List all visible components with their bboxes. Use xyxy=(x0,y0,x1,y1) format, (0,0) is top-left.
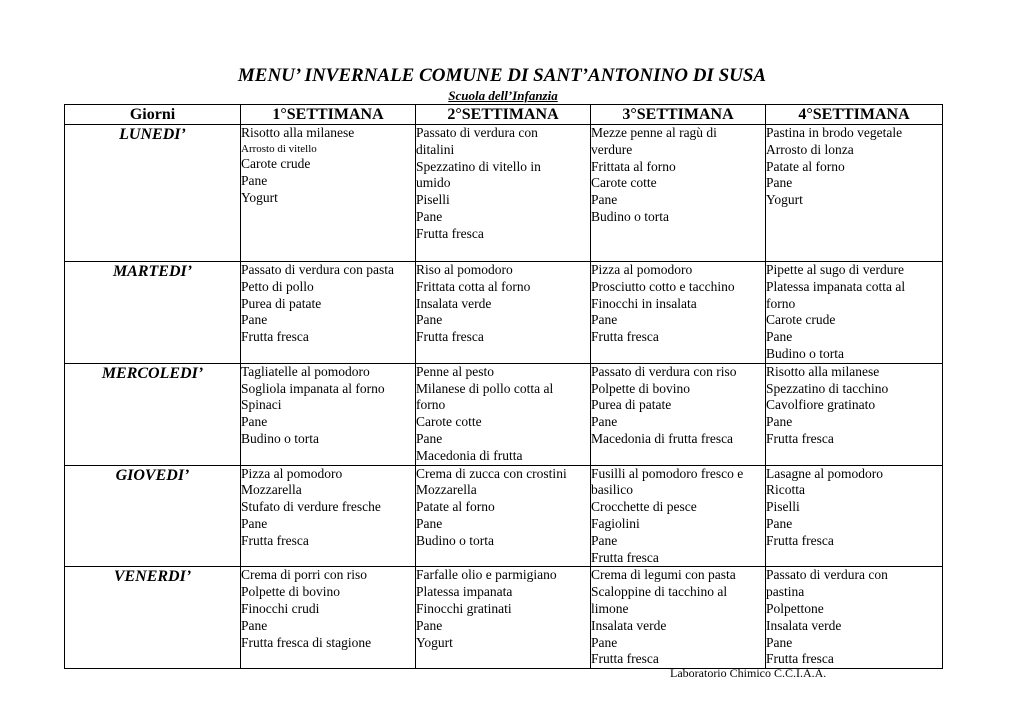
header-week-4: 4°SETTIMANA xyxy=(766,105,943,125)
menu-cell-week-3 xyxy=(591,465,766,567)
dish-line: Stufato di verdure fresche xyxy=(241,499,381,515)
dish-line: ditalini xyxy=(416,141,455,157)
dish-line: Mozzarella xyxy=(241,482,302,498)
dish-line: Frittata cotta al forno xyxy=(416,278,531,294)
dish-line: Passato di verdura con riso xyxy=(591,363,737,379)
dish-line: Mozzarella xyxy=(416,482,477,498)
menu-body xyxy=(65,125,943,669)
dish-line: Pane xyxy=(591,532,618,548)
table-row xyxy=(65,465,943,567)
dish-line: Milanese di pollo cotta al xyxy=(416,380,554,396)
menu-cell-week-3 xyxy=(591,363,766,465)
dish-line: Pane xyxy=(591,634,618,650)
menu-cell-week-2 xyxy=(416,262,591,364)
dish-line: Fusilli al pomodoro fresco e xyxy=(591,465,744,481)
dish-line: Crema di zucca con crostini xyxy=(416,465,567,481)
dish-line: Piselli xyxy=(766,499,800,515)
dish-line: Pane xyxy=(766,175,793,191)
dish-line: Passato di verdura con xyxy=(416,125,538,140)
dish-line: Pane xyxy=(766,515,793,531)
menu-cell-week-3 xyxy=(591,262,766,364)
dish-line: Fagiolini xyxy=(591,515,640,531)
dish-line: Cavolfiore gratinato xyxy=(766,397,876,413)
dish-line: Pane xyxy=(416,430,443,446)
dish-line: Budino o torta xyxy=(241,430,319,446)
dish-line: Polpettone xyxy=(766,600,824,616)
header-row xyxy=(65,105,943,125)
dish-line: Purea di patate xyxy=(241,295,322,311)
dish-line: Spezzatino di tacchino xyxy=(766,380,889,396)
dish-line: Carote cotte xyxy=(591,175,657,191)
dish-line: Frutta fresca xyxy=(416,329,484,345)
document-title: MENU’ INVERNALE COMUNE DI SANT’ANTONINO DI SUSA xyxy=(237,65,767,86)
menu-table xyxy=(64,104,943,669)
day-cell: LUNEDI’ xyxy=(65,125,241,262)
dish-line: Pane xyxy=(241,312,268,328)
dish-line: Sogliola impanata al forno xyxy=(241,380,385,396)
menu-cell-week-1 xyxy=(241,465,416,567)
dish-line: Platessa impanata cotta al xyxy=(766,278,906,294)
day-cell: MERCOLEDI’ xyxy=(65,363,241,465)
dish-line: Mezze penne al ragù di xyxy=(591,125,717,140)
dish-line: Pane xyxy=(591,192,618,208)
menu-cell-week-2 xyxy=(416,567,591,669)
dish-line: Purea di patate xyxy=(591,397,672,413)
dish-line: pastina xyxy=(766,584,805,600)
menu-cell-week-1 xyxy=(241,567,416,669)
menu-cell-week-4 xyxy=(766,262,943,364)
dish-line: Finocchi in insalata xyxy=(591,295,697,311)
dish-line: Frutta fresca di stagione xyxy=(241,634,372,650)
dish-line: verdure xyxy=(591,141,633,157)
dish-line: Spezzatino di vitello in xyxy=(416,158,541,174)
dish-line: Patate al forno xyxy=(416,499,495,515)
dish-line: Frutta fresca xyxy=(766,430,834,446)
day-cell: MARTEDI’ xyxy=(65,262,241,364)
dish-line: Crema di legumi con pasta xyxy=(591,567,736,583)
dish-line: umido xyxy=(416,175,451,191)
dish-line: Insalata verde xyxy=(766,617,842,633)
dish-line: Passato di verdura con pasta xyxy=(241,262,394,277)
table-row xyxy=(65,262,943,364)
dish-line: Arrosto di vitello xyxy=(241,142,317,155)
menu-cell-week-1 xyxy=(241,363,416,465)
dish-line: Crocchette di pesce xyxy=(591,499,697,515)
dish-line: Carote crude xyxy=(241,156,311,172)
dish-line: Finocchi crudi xyxy=(241,600,320,616)
table-row xyxy=(65,363,943,465)
footer-note: Laboratorio Chimico C.C.I.A.A. xyxy=(670,666,827,680)
dish-line: Lasagne al pomodoro xyxy=(766,465,883,481)
dish-line: Carote crude xyxy=(766,312,836,328)
table-row xyxy=(65,125,943,262)
dish-line: basilico xyxy=(591,482,633,498)
dish-line: Petto di pollo xyxy=(241,278,314,294)
dish-line: Budino o torta xyxy=(591,208,669,224)
header-days: Giorni xyxy=(65,105,241,125)
dish-line: Budino o torta xyxy=(416,532,494,548)
dish-line: Patate al forno xyxy=(766,158,845,174)
dish-line: Ricotta xyxy=(766,482,805,498)
menu-cell-week-3 xyxy=(591,567,766,669)
dish-line: forno xyxy=(766,295,796,311)
dish-line: Frutta fresca xyxy=(766,651,834,667)
dish-line: Yogurt xyxy=(766,192,803,208)
menu-cell-week-2 xyxy=(416,125,591,262)
dish-line: limone xyxy=(591,600,629,616)
dish-line: Pastina in brodo vegetale xyxy=(766,125,903,140)
dish-line: Pane xyxy=(241,173,268,189)
dish-line: Arrosto di lonza xyxy=(766,141,854,157)
menu-cell-week-4 xyxy=(766,465,943,567)
menu-cell-week-4 xyxy=(766,125,943,262)
dish-line: Polpette di bovino xyxy=(591,380,690,396)
menu-cell-week-1 xyxy=(241,262,416,364)
header-week-3: 3°SETTIMANA xyxy=(591,105,766,125)
menu-cell-week-2 xyxy=(416,363,591,465)
dish-line: Pane xyxy=(241,617,268,633)
dish-line: Insalata verde xyxy=(591,617,667,633)
dish-line: Pane xyxy=(591,312,618,328)
dish-line: Pipette al sugo di verdure xyxy=(766,262,904,277)
dish-line: forno xyxy=(416,397,446,413)
document-subtitle: Scuola dell’Infanzia xyxy=(448,88,558,103)
dish-line: Piselli xyxy=(416,192,450,208)
dish-line: Macedonia di frutta fresca xyxy=(591,430,734,446)
dish-line: Pane xyxy=(591,414,618,430)
dish-line: Frutta fresca xyxy=(591,651,659,667)
dish-line: Pane xyxy=(416,208,443,224)
day-cell: VENERDI’ xyxy=(65,567,241,669)
dish-line: Pane xyxy=(416,312,443,328)
dish-line: Tagliatelle al pomodoro xyxy=(241,363,370,379)
table-row xyxy=(65,567,943,669)
dish-line: Pane xyxy=(766,329,793,345)
dish-line: Insalata verde xyxy=(416,295,492,311)
dish-line: Prosciutto cotto e tacchino xyxy=(591,278,735,294)
menu-cell-week-2 xyxy=(416,465,591,567)
dish-line: Frutta fresca xyxy=(416,225,484,241)
menu-cell-week-4 xyxy=(766,567,943,669)
dish-line: Spinaci xyxy=(241,397,282,413)
dish-line: Platessa impanata xyxy=(416,584,513,600)
dish-line: Finocchi gratinati xyxy=(416,600,512,616)
dish-line: Yogurt xyxy=(241,189,278,205)
dish-line: Pizza al pomodoro xyxy=(591,262,693,277)
dish-line: Frittata al forno xyxy=(591,158,676,174)
dish-line: Carote cotte xyxy=(416,414,482,430)
dish-line: Penne al pesto xyxy=(416,363,494,379)
dish-line: Frutta fresca xyxy=(766,532,834,548)
menu-cell-week-1 xyxy=(241,125,416,262)
day-cell: GIOVEDI’ xyxy=(65,465,241,567)
dish-line: Risotto alla milanese xyxy=(766,363,880,379)
dish-line: Frutta fresca xyxy=(241,532,309,548)
dish-line: Scaloppine di tacchino al xyxy=(591,584,728,600)
dish-line: Pane xyxy=(416,515,443,531)
dish-line: Pane xyxy=(241,515,268,531)
dish-line: Frutta fresca xyxy=(591,329,659,345)
header-week-1: 1°SETTIMANA xyxy=(241,105,416,125)
dish-line: Frutta fresca xyxy=(591,549,659,565)
dish-line: Farfalle olio e parmigiano xyxy=(416,567,557,583)
dish-line: Pane xyxy=(416,617,443,633)
dish-line: Budino o torta xyxy=(766,345,844,361)
dish-line: Frutta fresca xyxy=(241,329,309,345)
dish-line: Risotto alla milanese xyxy=(241,125,355,140)
dish-line: Pane xyxy=(241,414,268,430)
dish-line: Passato di verdura con xyxy=(766,567,888,583)
menu-cell-week-3 xyxy=(591,125,766,262)
dish-line: Riso al pomodoro xyxy=(416,262,513,277)
dish-line: Crema di porri con riso xyxy=(241,567,367,583)
header-week-2: 2°SETTIMANA xyxy=(416,105,591,125)
dish-line: Pane xyxy=(766,634,793,650)
dish-line: Pane xyxy=(766,414,793,430)
dish-line: Pizza al pomodoro xyxy=(241,465,343,481)
menu-cell-week-4 xyxy=(766,363,943,465)
dish-line: Macedonia di frutta xyxy=(416,447,523,463)
dish-line: Polpette di bovino xyxy=(241,584,340,600)
dish-line: Yogurt xyxy=(416,634,453,650)
